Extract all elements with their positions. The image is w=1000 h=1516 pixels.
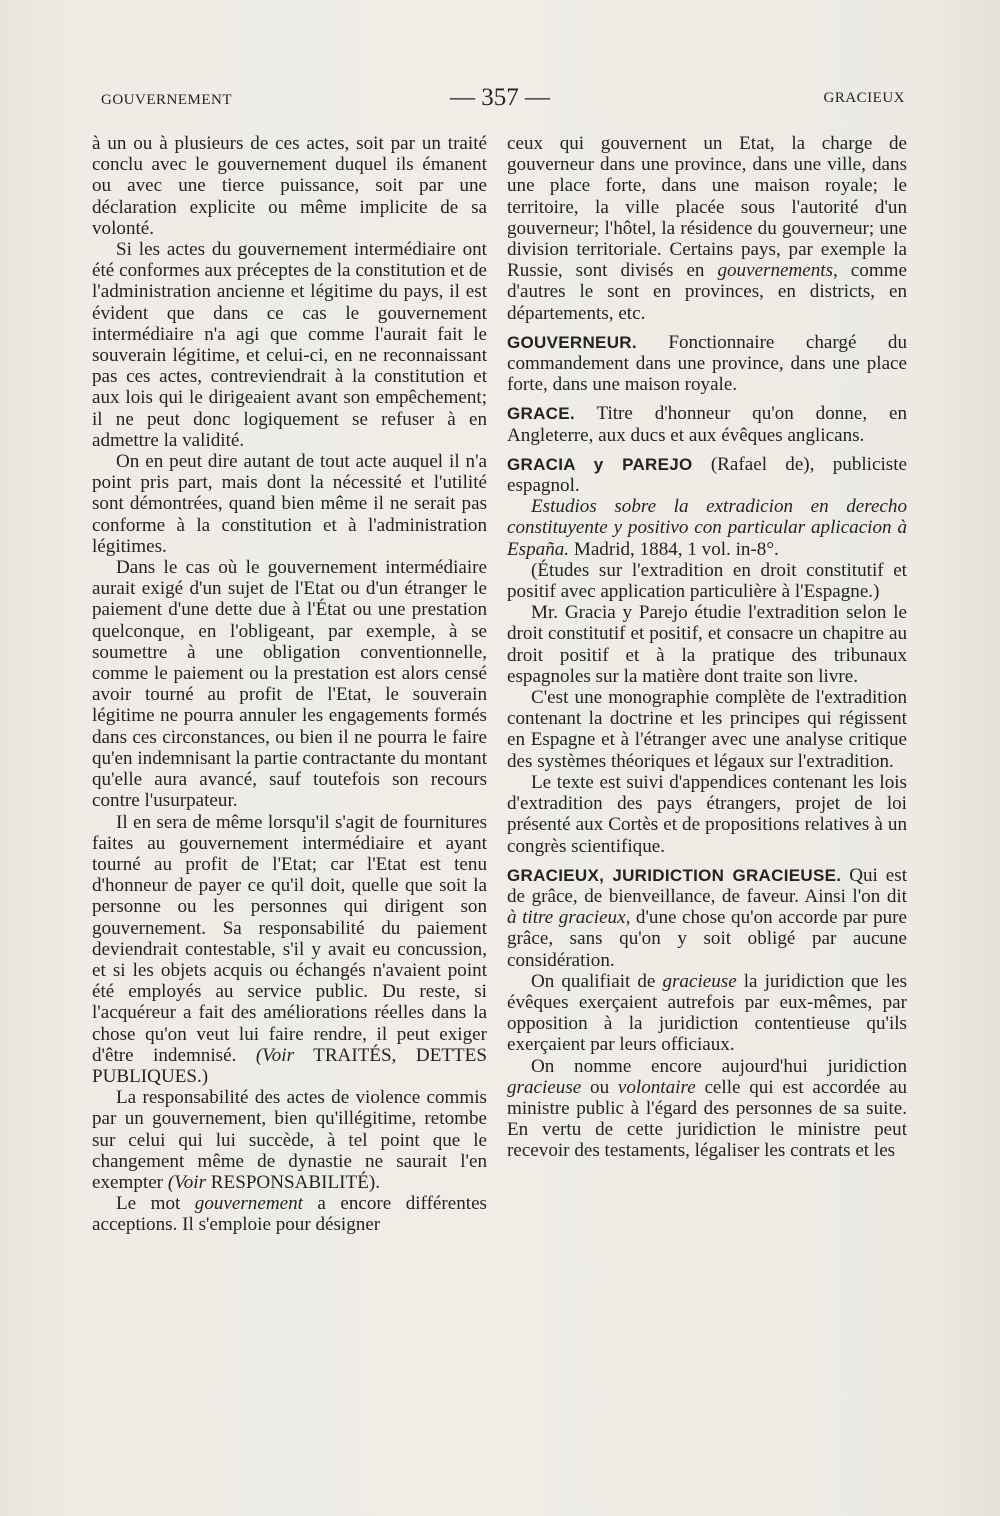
paragraph <box>507 1056 907 1162</box>
entry-title: GRACE. <box>507 404 575 424</box>
cross-reference: TRAITÉS, DETTES PUBLIQUES.) <box>92 1044 487 1087</box>
page-number: — 357 — <box>450 84 550 111</box>
see-also-label: (Voir <box>255 1044 295 1066</box>
emphasis-term: gouvernements, <box>717 260 838 282</box>
right-column <box>507 133 907 1162</box>
paragraph <box>92 1087 487 1193</box>
entry-gracieux <box>507 865 907 971</box>
paragraph: C'est une monographie complète de l'extradition contenant la doctrine et les principes qui régissent en Espagne et à l'étranger avec une analyse critique des systèmes théoriques et légaux sur l'extradition. <box>507 687 907 772</box>
entry-definition: Titre d'honneur qu'on donne, en Angleterre, aux ducs et aux évêques anglicans. <box>507 403 907 446</box>
paragraph-text: ceux qui gouvernent un Etat, la charge de gouverneur dans une province, dans une ville, dans une place forte, dans une maison royale; le territoire, la ville placée sous l'autorité d'un gouverneur; l'hôtel, la résidence du gouverneur; une division territoriale. Certains pays, par exemple la Russie, sont divisés en <box>507 133 907 282</box>
entry-title: GRACIA y PAREJO <box>507 454 693 474</box>
book-title: Estudios sobre la extradicion en derecho constituyente y positivo con particular aplicacion à España. <box>507 496 907 560</box>
translation: (Études sur l'extradition en droit constitutif et positif avec application particulière à l'Espagne.) <box>507 559 907 603</box>
paragraph <box>507 133 907 324</box>
paragraph-text: la juridiction que les évêques exerçaient autrefois par eux-mêmes, par opposition à la juridiction contentieuse qu'ils exerçaient par leurs officiaux. <box>507 970 907 1056</box>
paragraph: à un ou à plusieurs de ces actes, soit par un traité conclu avec le gouvernement duquel ils émanent ou avec une tierce puissance, soit par une déclaration explicite ou même implicite de sa volonté. <box>92 133 487 239</box>
book-publication: Madrid, 1884, 1 vol. in-8°. <box>573 538 779 560</box>
entry-gouverneur <box>507 332 907 396</box>
paragraph-text: La responsabilité des actes de violence commis par un gouvernement, bien qu'illégitime, retombe sur celui qui lui succède, à tel point que le changement même de dynastie ne saurait l'en exempter <box>92 1087 487 1193</box>
paragraph <box>92 812 487 1088</box>
paragraph: On en peut dire autant de tout acte auquel il n'a point pris part, mais dont la nécessité et l'utilité sont démontrées, quand bien même il ne serait pas conforme à la constitution et à l'administration légitimes. <box>92 451 487 557</box>
entry-definition: (Rafael de), publiciste espagnol. <box>507 453 907 497</box>
running-header <box>100 84 905 124</box>
see-also-label: (Voir <box>167 1171 207 1193</box>
paragraph: Le texte est suivi d'appendices contenant les lois d'extradition des pays étrangers, projet de loi présenté aux Cortès et de propositions relatives à un congrès scientifique. <box>507 771 907 857</box>
running-header-left: GOUVERNEMENT <box>101 92 232 108</box>
paragraph-text: Il en sera de même lorsqu'il s'agit de fournitures faites au gouvernement intermédiaire et ayant tourné au profit de l'Etat; car l'Etat est tenu d'honneur de payer ce qu'il doit, quelle que soit la personne ou les personnes qui dirigent son gouvernement. Sa responsabilité du paiement deviendrait contestable, s'il y avait eu concussion, et si les objets acquis ou échangés n'avaient point été employés au service public. Du reste, si l'acquéreur a fait des améliorations réelles dans la chose qu'on veut lui faire rendre, il peut exiger d'être indemnisé. <box>92 811 487 1066</box>
paragraph-text: On qualifiait de <box>531 970 656 992</box>
left-column <box>92 133 487 1236</box>
paragraph: Mr. Gracia y Parejo étudie l'extradition selon le droit constitutif et positif, et consacre un chapitre au droit positif et à la pratique des tribunaux espagnoles sur la matière dont traite son livre. <box>507 602 907 687</box>
paragraph: Dans le cas où le gouvernement intermédiaire aurait exigé d'un sujet de l'Etat ou d'un étranger le paiement d'une dette due à l'État ou une prestation quelconque, en l'obligeant, par exemple, à se soumettre à une obligation conventionnelle, comme le paiement ou la prestation est alors censé avoir tourné au profit de l'Etat, le souverain légitime ne pourra annuler les engagements formés dans ces circonstances, ou bien il ne pourra le faire qu'en indemnisant la partie contractante du montant qu'elle aura avancé, sauf toutefois son recours contre l'usurpateur. <box>92 557 487 812</box>
emphasis-term: à titre gracieux, <box>507 907 631 929</box>
running-header-right: GRACIEUX <box>823 90 905 106</box>
entry-definition: Qui est de grâce, de bienveillance, de faveur. Ainsi l'on dit <box>507 864 907 907</box>
entry-title: GRACIEUX, JURIDICTION GRACIEUSE. <box>507 865 842 885</box>
paragraph <box>507 971 907 1056</box>
bibliography-item <box>507 496 907 560</box>
entry-gracia-y-parejo <box>507 454 907 496</box>
entry-grace <box>507 403 907 445</box>
paragraph <box>92 1193 487 1235</box>
cross-reference: RESPONSABILITÉ). <box>210 1171 380 1193</box>
emphasis-term: gracieuse <box>662 970 737 992</box>
paragraph-text: celle qui est accordée au ministre public à l'égard des personnes de sa suite. En vertu de cette juridiction le ministre peut recevoir des testaments, légaliser les contrats et les <box>507 1076 908 1162</box>
paragraph-text: Le mot <box>116 1193 181 1215</box>
paragraph-text: comme d'autres le sont en provinces, en districts, en départements, etc. <box>507 260 907 324</box>
entry-title: GOUVERNEUR. <box>507 332 637 352</box>
emphasis-term: volontaire <box>617 1076 696 1098</box>
entry-definition: Fonctionnaire chargé du commandement dans une province, dans une place forte, dans une maison royale. <box>507 331 907 396</box>
paragraph: Si les actes du gouvernement intermédiaire ont été conformes aux préceptes de la constitution et de l'administration ancienne et légitime du pays, il est évident que dans ce cas le gouvernement intermédiaire n'a agi que comme l'aurait fait le souverain légitime, et celui-ci, en ne reconnaissant pas ces actes, contreviendrait à la constitution et aux lois qui le dirigeaient avant son empêchement; il ne peut donc logiquement se refuser à en admettre la validité. <box>92 239 487 451</box>
paragraph-text: ou <box>590 1076 610 1098</box>
emphasis-term: gracieuse <box>507 1076 582 1098</box>
emphasis-term: gouvernement <box>194 1193 303 1215</box>
paragraph-text: a encore différentes acceptions. Il s'emploie pour désigner <box>92 1193 487 1236</box>
paragraph-text: On nomme encore aujourd'hui juridiction <box>531 1055 907 1077</box>
entry-definition: d'une chose qu'on accorde par pure grâce, sans qu'on y soit obligé par aucune considération. <box>507 907 907 971</box>
